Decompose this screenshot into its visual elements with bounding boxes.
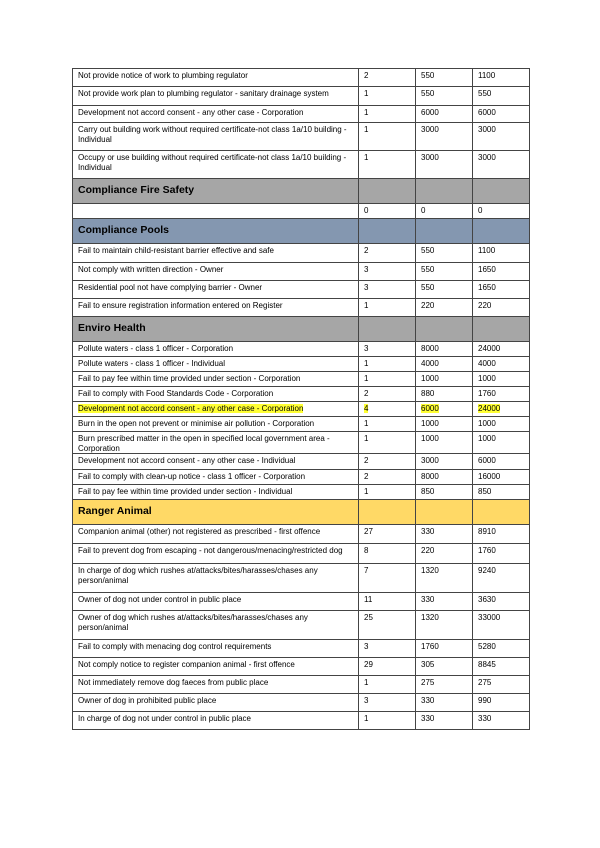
table-row [73, 281, 530, 299]
penalty-cell: 275 [416, 676, 473, 694]
total-cell: 6000 [473, 454, 530, 470]
count-cell: 7 [359, 564, 416, 593]
penalty-cell: 1000 [416, 372, 473, 387]
count-cell: 1 [359, 417, 416, 432]
total-cell: 1000 [473, 432, 530, 454]
total-cell: 5280 [473, 640, 530, 658]
penalty-cell: 550 [416, 281, 473, 299]
offence-description-cell: Owner of dog not under control in public place [73, 593, 359, 611]
table-row [73, 525, 530, 544]
table-row [73, 106, 530, 123]
total-cell: 1650 [473, 263, 530, 281]
count-cell: 3 [359, 694, 416, 712]
count-cell: 1 [359, 123, 416, 151]
count-cell: 3 [359, 342, 416, 357]
count-cell: 1 [359, 357, 416, 372]
offence-description-cell: Fail to pay fee within time provided under section - Individual [73, 485, 359, 500]
total-cell: 3000 [473, 151, 530, 179]
offence-description-cell: Occupy or use building without required certificate-not class 1a/10 building - Individual [73, 151, 359, 179]
offences-table-body [73, 69, 530, 730]
section-header-row [73, 219, 530, 244]
table-row [73, 357, 530, 372]
highlighted-value: 24000 [478, 404, 501, 413]
total-cell: 1760 [473, 387, 530, 402]
penalty-cell: 8000 [416, 470, 473, 485]
total-cell: 1650 [473, 281, 530, 299]
offence-description-cell: Fail to ensure registration information entered on Register [73, 299, 359, 317]
table-row [73, 658, 530, 676]
count-cell: 2 [359, 244, 416, 263]
total-cell: 0 [473, 204, 530, 219]
count-cell: 11 [359, 593, 416, 611]
section-title: Compliance Pools [73, 219, 359, 244]
count-cell: 25 [359, 611, 416, 640]
offence-description-cell: Carry out building work without required certificate-not class 1a/10 building - Individual [73, 123, 359, 151]
table-row [73, 640, 530, 658]
count-cell: 1 [359, 432, 416, 454]
count-cell: 1 [359, 106, 416, 123]
count-cell: 2 [359, 470, 416, 485]
penalty-cell: 550 [416, 263, 473, 281]
highlighted-value: 6000 [421, 404, 439, 413]
penalty-cell: 880 [416, 387, 473, 402]
count-cell: 1 [359, 712, 416, 730]
penalty-cell: 330 [416, 593, 473, 611]
total-cell: 330 [473, 712, 530, 730]
penalty-cell: 305 [416, 658, 473, 676]
penalty-cell: 220 [416, 544, 473, 564]
table-row [73, 417, 530, 432]
offence-description-cell: Fail to comply with clean-up notice - class 1 officer - Corporation [73, 470, 359, 485]
table-row [73, 402, 530, 417]
table-row [73, 372, 530, 387]
highlighted-text: Development not accord consent - any other case - Corporation [78, 404, 304, 413]
section-title: Compliance Fire Safety [73, 179, 359, 204]
section-title: Ranger Animal [73, 500, 359, 525]
count-cell: 2 [359, 454, 416, 470]
total-cell: 275 [473, 676, 530, 694]
total-cell: 1100 [473, 244, 530, 263]
section-empty-cell [416, 219, 473, 244]
count-cell: 1 [359, 676, 416, 694]
penalty-cell: 330 [416, 525, 473, 544]
table-row [73, 244, 530, 263]
section-empty-cell [416, 500, 473, 525]
section-empty-cell [359, 317, 416, 342]
penalty-cell: 1000 [416, 432, 473, 454]
total-cell: 1100 [473, 69, 530, 87]
count-cell: 3 [359, 263, 416, 281]
count-cell: 27 [359, 525, 416, 544]
table-row [73, 151, 530, 179]
table-row [73, 470, 530, 485]
count-cell [359, 402, 416, 417]
total-cell: 1000 [473, 417, 530, 432]
penalty-cell: 3000 [416, 454, 473, 470]
total-cell: 16000 [473, 470, 530, 485]
penalty-cell: 220 [416, 299, 473, 317]
count-cell: 3 [359, 281, 416, 299]
table-row [73, 69, 530, 87]
offence-description-cell: Residential pool not have complying barrier - Owner [73, 281, 359, 299]
total-cell: 850 [473, 485, 530, 500]
offence-description-cell: Development not accord consent - any other case - Corporation [73, 106, 359, 123]
offence-description-cell: Fail to prevent dog from escaping - not dangerous/menacing/restricted dog [73, 544, 359, 564]
table-row [73, 387, 530, 402]
table-row [73, 712, 530, 730]
total-cell: 550 [473, 87, 530, 106]
penalty-cell: 3000 [416, 123, 473, 151]
section-empty-cell [473, 317, 530, 342]
penalty-cell [416, 402, 473, 417]
offence-description-cell [73, 204, 359, 219]
penalty-cell: 6000 [416, 106, 473, 123]
highlighted-value: 4 [364, 404, 369, 413]
offence-description-cell: Pollute waters - class 1 officer - Individual [73, 357, 359, 372]
penalty-cell: 8000 [416, 342, 473, 357]
table-row [73, 263, 530, 281]
offence-description-cell: Pollute waters - class 1 officer - Corporation [73, 342, 359, 357]
total-cell: 3000 [473, 123, 530, 151]
table-row [73, 564, 530, 593]
offence-description-cell: Companion animal (other) not registered as prescribed - first offence [73, 525, 359, 544]
section-header-row [73, 500, 530, 525]
count-cell: 1 [359, 299, 416, 317]
penalty-cell: 330 [416, 712, 473, 730]
penalty-cell: 1320 [416, 611, 473, 640]
count-cell: 2 [359, 69, 416, 87]
total-cell: 8910 [473, 525, 530, 544]
penalty-cell: 1000 [416, 417, 473, 432]
total-cell: 24000 [473, 342, 530, 357]
offence-description-cell [73, 402, 359, 417]
total-cell: 33000 [473, 611, 530, 640]
penalty-cell: 550 [416, 244, 473, 263]
offence-description-cell: Not comply notice to register companion animal - first offence [73, 658, 359, 676]
offence-description-cell: Fail to comply with Food Standards Code - Corporation [73, 387, 359, 402]
offence-description-cell: Fail to maintain child-resistant barrier effective and safe [73, 244, 359, 263]
penalty-cell: 3000 [416, 151, 473, 179]
total-cell: 1000 [473, 372, 530, 387]
table-row [73, 454, 530, 470]
section-empty-cell [473, 500, 530, 525]
offence-description-cell: Owner of dog in prohibited public place [73, 694, 359, 712]
penalty-cell: 550 [416, 87, 473, 106]
table-row [73, 611, 530, 640]
count-cell: 8 [359, 544, 416, 564]
total-cell [473, 402, 530, 417]
section-empty-cell [416, 317, 473, 342]
total-cell: 9240 [473, 564, 530, 593]
offence-description-cell: Fail to comply with menacing dog control requirements [73, 640, 359, 658]
section-header-row [73, 179, 530, 204]
table-row [73, 342, 530, 357]
count-cell: 3 [359, 640, 416, 658]
offence-description-cell: Not immediately remove dog faeces from public place [73, 676, 359, 694]
count-cell: 1 [359, 151, 416, 179]
total-cell: 220 [473, 299, 530, 317]
table-row [73, 204, 530, 219]
section-empty-cell [416, 179, 473, 204]
offence-description-cell: Not provide work plan to plumbing regulator - sanitary drainage system [73, 87, 359, 106]
offence-description-cell: Fail to pay fee within time provided under section - Corporation [73, 372, 359, 387]
offence-description-cell: Not provide notice of work to plumbing regulator [73, 69, 359, 87]
total-cell: 8845 [473, 658, 530, 676]
section-header-row [73, 317, 530, 342]
section-empty-cell [359, 500, 416, 525]
offence-description-cell: Burn in the open not prevent or minimise air pollution - Corporation [73, 417, 359, 432]
offence-description-cell: In charge of dog which rushes at/attacks/bites/harasses/chases any person/animal [73, 564, 359, 593]
table-row [73, 432, 530, 454]
section-empty-cell [359, 219, 416, 244]
table-row [73, 593, 530, 611]
table-row [73, 299, 530, 317]
penalty-cell: 550 [416, 69, 473, 87]
penalty-cell: 1320 [416, 564, 473, 593]
count-cell: 1 [359, 87, 416, 106]
penalty-cell: 330 [416, 694, 473, 712]
offence-description-cell: Owner of dog which rushes at/attacks/bites/harasses/chases any person/animal [73, 611, 359, 640]
penalty-cell: 1760 [416, 640, 473, 658]
penalty-cell: 0 [416, 204, 473, 219]
offence-description-cell: Development not accord consent - any other case - Individual [73, 454, 359, 470]
offence-description-cell: Not comply with written direction - Owner [73, 263, 359, 281]
total-cell: 6000 [473, 106, 530, 123]
count-cell: 2 [359, 387, 416, 402]
section-empty-cell [473, 219, 530, 244]
total-cell: 1760 [473, 544, 530, 564]
section-title: Enviro Health [73, 317, 359, 342]
table-row [73, 694, 530, 712]
offences-table [72, 68, 530, 730]
total-cell: 3630 [473, 593, 530, 611]
table-row [73, 87, 530, 106]
count-cell: 1 [359, 485, 416, 500]
table-row [73, 123, 530, 151]
penalty-cell: 4000 [416, 357, 473, 372]
offence-description-cell: Burn prescribed matter in the open in specified local government area - Corporation [73, 432, 359, 454]
total-cell: 990 [473, 694, 530, 712]
offence-description-cell: In charge of dog not under control in public place [73, 712, 359, 730]
section-empty-cell [473, 179, 530, 204]
total-cell: 4000 [473, 357, 530, 372]
penalty-cell: 850 [416, 485, 473, 500]
section-empty-cell [359, 179, 416, 204]
count-cell: 29 [359, 658, 416, 676]
count-cell: 0 [359, 204, 416, 219]
count-cell: 1 [359, 372, 416, 387]
table-row [73, 485, 530, 500]
table-row [73, 544, 530, 564]
table-row [73, 676, 530, 694]
